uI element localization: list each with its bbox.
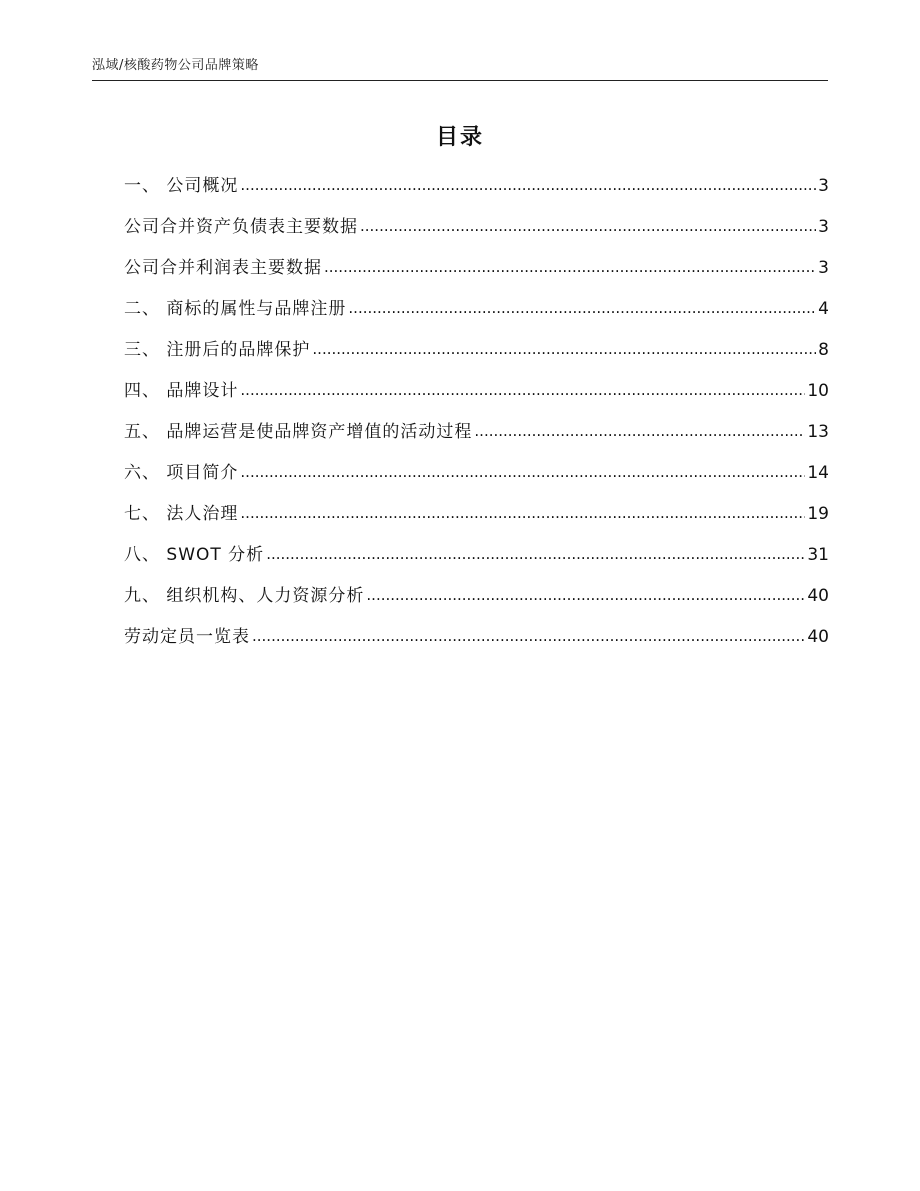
toc-dot-leader: [360, 216, 816, 236]
toc-entry[interactable]: [124, 294, 829, 335]
toc-entry-label: 九、 组织机构、人力资源分析: [124, 586, 365, 606]
toc-entry[interactable]: [124, 335, 829, 376]
toc-entry[interactable]: [124, 581, 829, 622]
toc-entry[interactable]: [124, 458, 829, 499]
toc-entry[interactable]: [124, 376, 829, 417]
toc-entry-label: 六、 项目简介: [124, 463, 239, 483]
toc-dot-leader: [252, 626, 805, 646]
toc-dot-leader: [474, 421, 805, 441]
toc-dot-leader: [312, 339, 816, 359]
toc-entry-label: 公司合并利润表主要数据: [124, 258, 322, 278]
toc-entry-label: 七、 法人治理: [124, 504, 239, 524]
toc-entry[interactable]: [124, 499, 829, 540]
page-header: [92, 52, 828, 81]
toc-dot-leader: [240, 175, 816, 195]
toc-entry-page: 40: [807, 586, 829, 606]
toc-entry-page: 19: [807, 504, 829, 524]
toc-entry-label: 三、 注册后的品牌保护: [124, 340, 311, 360]
toc-entry-page: 13: [807, 422, 829, 442]
toc-entry-page: 31: [807, 545, 829, 565]
toc-dot-leader: [324, 257, 816, 277]
toc-entry-label: 四、 品牌设计: [124, 381, 239, 401]
toc-entry[interactable]: [124, 212, 829, 253]
toc-entry-label: 公司合并资产负债表主要数据: [124, 217, 358, 237]
toc-entry[interactable]: [124, 540, 829, 581]
toc-entry-label: 二、 商标的属性与品牌注册: [124, 299, 347, 319]
toc-entry-page: 3: [818, 176, 829, 196]
toc-entry-page: 3: [818, 217, 829, 237]
toc-list: [124, 171, 829, 663]
toc-dot-leader: [366, 585, 805, 605]
toc-entry-label: 五、 品牌运营是使品牌资产增值的活动过程: [124, 422, 473, 442]
toc-entry[interactable]: [124, 253, 829, 294]
toc-entry-page: 40: [807, 627, 829, 647]
toc-entry-label: 一、 公司概况: [124, 176, 239, 196]
toc-entry-label: 劳动定员一览表: [124, 627, 250, 647]
toc-entry-page: 8: [818, 340, 829, 360]
toc-entry[interactable]: [124, 417, 829, 458]
toc-dot-leader: [266, 544, 805, 564]
toc-dot-leader: [240, 380, 805, 400]
toc-entry[interactable]: [124, 622, 829, 663]
running-title: 泓域/核酸药物公司品牌策略: [92, 58, 259, 73]
toc-entry-page: 4: [818, 299, 829, 319]
toc-entry-page: 14: [807, 463, 829, 483]
toc-title: 目录: [435, 125, 484, 150]
toc-dot-leader: [240, 503, 805, 523]
toc-entry-page: 10: [807, 381, 829, 401]
toc-dot-leader: [240, 462, 805, 482]
toc-entry-label: 八、 SWOT 分析: [124, 545, 265, 565]
toc-dot-leader: [348, 298, 816, 318]
toc-entry-page: 3: [818, 258, 829, 278]
toc-entry[interactable]: [124, 171, 829, 212]
